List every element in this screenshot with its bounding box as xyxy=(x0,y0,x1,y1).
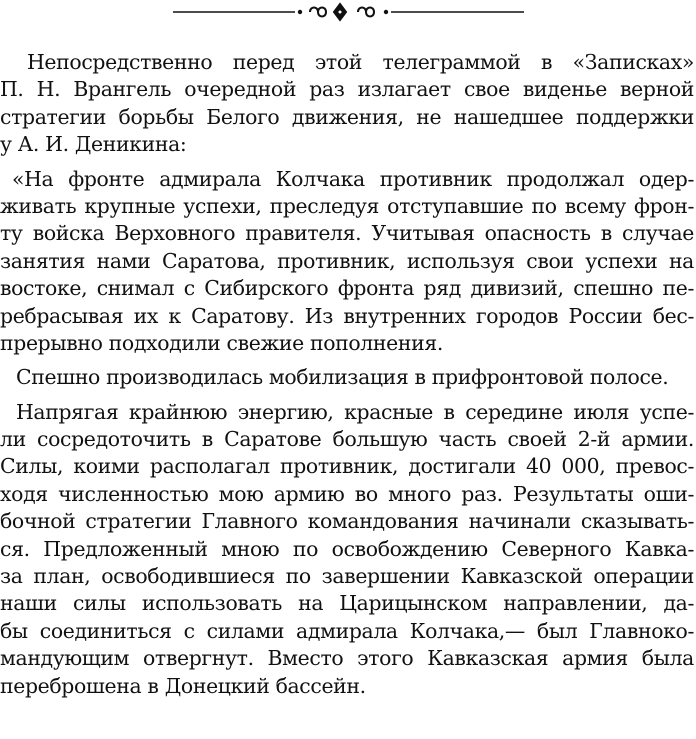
divider-line-left xyxy=(173,10,302,14)
text-line: стратегии борьбы Белого движения, не нашедшее поддержки xyxy=(0,104,694,129)
text-line: ся. Предложенный мною по освобождению Северного Кавка- xyxy=(0,536,694,561)
text-line: мандующим отвергнут. Вместо этого Кавказская армия была xyxy=(0,646,694,671)
text-line: прерывно подходили свежие пополнения. xyxy=(0,330,443,355)
flourish-icon xyxy=(310,4,374,20)
text-line: ли сосредоточить в Саратове большую часть своей 2-й армии. xyxy=(0,427,694,452)
text-line: бочной стратегии Главного командования начинали сказывать- xyxy=(0,509,694,534)
paragraph-red-army xyxy=(0,399,694,700)
text-line: П. Н. Врангель очередной раз излагает свое виденье верной xyxy=(0,77,694,102)
paragraph-intro xyxy=(0,49,694,159)
paragraph-mobilization xyxy=(0,364,694,391)
text-line: востоке, снимал с Сибирского фронта ряд дивизий, спешно пе- xyxy=(0,276,694,301)
text-line: Спешно производилась мобилизация в прифронтовой полосе. xyxy=(16,365,669,390)
text-line: за план, освободившиеся по завершении Кавказской операции xyxy=(0,564,694,589)
text-line: ребрасывая их к Саратову. Из внутренних городов России бес- xyxy=(0,303,694,328)
text-line: Непосредственно перед этой телеграммой в «Записках» xyxy=(27,50,694,74)
text-line: живать крупные успехи, преследуя отступавшие по всему фрон- xyxy=(0,193,694,218)
text-line: «На фронте адмирала Колчака противник продолжал одер- xyxy=(12,166,694,191)
text-line: бы соединиться с силами адмирала Колчака,— был Главноко- xyxy=(0,618,694,643)
text-line: у А. И. Деникина: xyxy=(0,132,187,157)
text-line: ту войска Верховного правителя. Учитывая опасность в случае xyxy=(0,221,694,246)
ornament-divider xyxy=(0,0,696,24)
text-line: занятия нами Саратова, противник, используя свои успехи на xyxy=(0,248,694,273)
text-line: переброшена в Донецкий бассейн. xyxy=(0,673,366,698)
divider-line-right xyxy=(384,10,524,14)
paragraph-quote-start xyxy=(0,166,694,358)
text-line: Силы, коими располагал противник, достигали 40 000, превос- xyxy=(0,454,694,479)
text-line: наши силы использовать на Царицынском направлении, да- xyxy=(0,591,694,616)
text-line: Напрягая крайнюю энергию, красные в середине июля успе- xyxy=(16,399,694,424)
text-line: ходя численностью мою армию во много раз. Результаты оши- xyxy=(0,481,694,506)
page-text xyxy=(0,49,694,707)
